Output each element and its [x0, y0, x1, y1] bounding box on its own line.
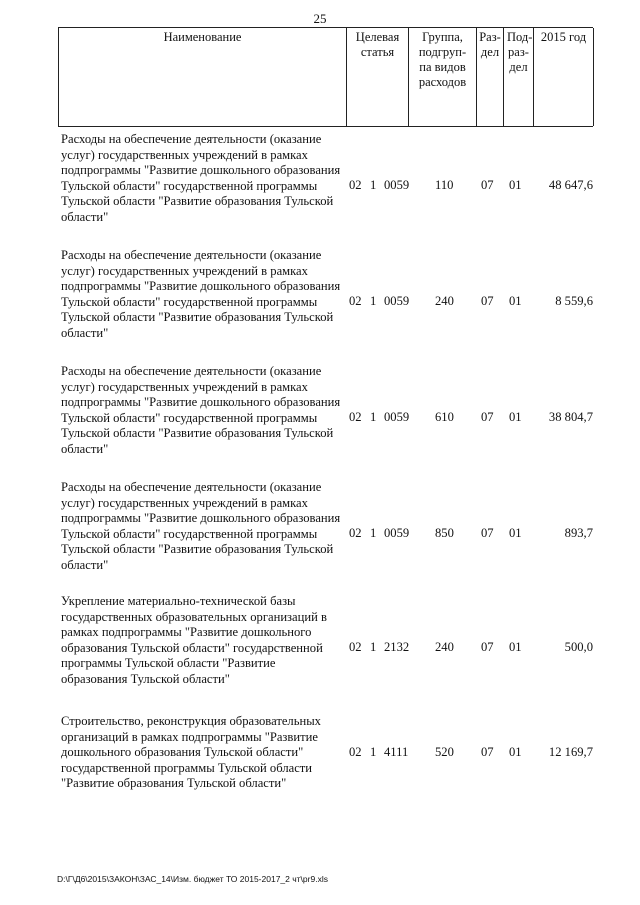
target-code-3: 4111 — [384, 745, 409, 759]
row-name: Укрепление материально-технической базы государственных образовательных организаций в рамках подпрограммы "Развитие дошкольного образования Тульской области" государственной программы Тульской области "Развитие образования Тульской области" — [61, 594, 327, 686]
section-code: 07 — [481, 640, 494, 654]
section-code: 07 — [481, 526, 494, 540]
header-name: Наименование — [59, 28, 347, 126]
target-code-3: 0059 — [384, 178, 410, 192]
row-name: Расходы на обеспечение деятельности (оказание услуг) государственных учреждений в рамках подпрограммы "Развитие дошкольного образования Тульской области" государственной программы Тульской области "Развитие образования Тульской области" — [61, 132, 341, 224]
subsection-code: 01 — [509, 294, 522, 308]
target-code-2: 1 — [370, 526, 377, 540]
group-code: 240 — [435, 294, 454, 308]
section-code: 07 — [481, 410, 494, 424]
subsection-code: 01 — [509, 526, 522, 540]
header-subsection: Под-раз-дел — [504, 28, 534, 126]
target-code-1: 02 — [349, 526, 362, 540]
header-year: 2015 год — [534, 28, 594, 126]
target-code-2: 1 — [370, 410, 377, 424]
section-code: 07 — [481, 178, 494, 192]
table-row — [58, 712, 593, 812]
target-code-1: 02 — [349, 640, 362, 654]
subsection-code: 01 — [509, 745, 522, 759]
row-name: Расходы на обеспечение деятельности (оказание услуг) государственных учреждений в рамках подпрограммы "Развитие дошкольного образования Тульской области" государственной программы Тульской области "Развитие образования Тульской области" — [61, 364, 341, 456]
group-code: 110 — [435, 178, 454, 192]
group-code: 240 — [435, 640, 454, 654]
target-code-3: 0059 — [384, 526, 410, 540]
row-name: Расходы на обеспечение деятельности (оказание услуг) государственных учреждений в рамках подпрограммы "Развитие дошкольного образования Тульской области" государственной программы Тульской области "Развитие образования Тульской области" — [61, 480, 341, 572]
target-code-2: 1 — [370, 640, 377, 654]
target-code-3: 0059 — [384, 410, 410, 424]
target-code-3: 2132 — [384, 640, 410, 654]
amount: 893,7 — [564, 526, 593, 540]
target-code-1: 02 — [349, 410, 362, 424]
table-body — [58, 130, 593, 812]
row-name: Расходы на обеспечение деятельности (оказание услуг) государственных учреждений в рамках подпрограммы "Развитие дошкольного образования Тульской области" государственной программы Тульской области "Развитие образования Тульской области" — [61, 248, 341, 340]
row-name: Строительство, реконструкция образовательных организаций в рамках подпрограммы "Развитие дошкольного образования Тульской области" государственной программы Тульской области "Развитие образования Тульской области" — [61, 714, 321, 790]
amount: 500,0 — [564, 640, 593, 654]
target-code-2: 1 — [370, 745, 377, 759]
target-code-1: 02 — [349, 745, 362, 759]
target-code-2: 1 — [370, 294, 377, 308]
subsection-code: 01 — [509, 640, 522, 654]
table-row — [58, 588, 593, 712]
table-row — [58, 358, 593, 474]
header-target: Целевая статья — [347, 28, 409, 126]
subsection-code: 01 — [509, 178, 522, 192]
page-number: 25 — [313, 11, 327, 26]
table-row — [58, 130, 593, 244]
table-row — [58, 244, 593, 358]
section-code: 07 — [481, 745, 494, 759]
amount: 8 559,6 — [555, 294, 593, 308]
group-code: 520 — [435, 745, 454, 759]
table-header — [58, 27, 593, 127]
section-code: 07 — [481, 294, 494, 308]
amount: 12 169,7 — [548, 745, 593, 759]
header-section: Раз-дел — [477, 28, 504, 126]
target-code-1: 02 — [349, 178, 362, 192]
group-code: 850 — [435, 526, 454, 540]
target-code-3: 0059 — [384, 294, 410, 308]
target-code-1: 02 — [349, 294, 362, 308]
target-code-2: 1 — [370, 178, 377, 192]
group-code: 610 — [435, 410, 454, 424]
amount: 38 804,7 — [548, 410, 593, 424]
header-group: Группа, подгруп-па видов расходов — [409, 28, 477, 126]
file-path-footer: D:\Г\Д6\2015\ЗАКОН\ЗАС_14\Изм. бюджет ТО 2015-2017_2 чт\pr9.xls — [57, 874, 328, 884]
subsection-code: 01 — [509, 410, 522, 424]
amount: 48 647,6 — [548, 178, 593, 192]
table-row — [58, 474, 593, 588]
